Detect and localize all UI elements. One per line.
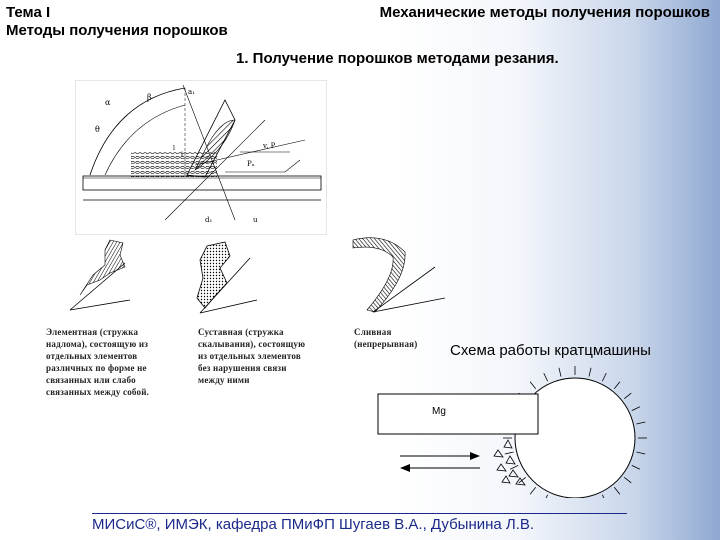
caption-element-chip <box>46 326 149 398</box>
caption-line: отдельных элементов <box>46 351 138 361</box>
label-a1: a₁ <box>188 88 195 96</box>
caption-joint-chip <box>198 326 305 386</box>
label-i: i <box>181 151 183 158</box>
bristle-line <box>602 495 606 498</box>
bristle-line <box>614 382 620 389</box>
mg-workpiece <box>378 394 538 434</box>
bristle-line <box>530 487 536 494</box>
label-v-p: v, P <box>263 142 276 150</box>
caption-line: без нарушения связи <box>198 363 287 373</box>
bristle-line <box>505 452 514 454</box>
bristle-line <box>559 368 561 377</box>
topic-label: Тема I <box>6 4 51 21</box>
caption-line: Сливная <box>354 327 392 337</box>
cutting-diagram <box>75 80 327 235</box>
bristle-line <box>636 452 645 454</box>
bristle-line <box>632 465 640 469</box>
bristle-line <box>544 495 548 498</box>
bristle-line <box>614 487 620 494</box>
mg-label: Mg <box>432 406 446 417</box>
crusher-scheme <box>370 358 670 498</box>
caption-line: между ними <box>198 375 250 385</box>
scheme-title: Схема работы кратцмашины <box>450 342 651 359</box>
bristle-line <box>544 373 548 381</box>
caption-line: (непрерывная) <box>354 339 418 349</box>
label-u: u <box>253 216 258 224</box>
caption-line: из отдельных элементов <box>198 351 301 361</box>
continuous-chip-sketch <box>345 232 455 317</box>
label-beta: β <box>147 93 152 102</box>
caption-line: надлома), состоящую из <box>46 339 149 349</box>
bristle-line <box>530 382 536 389</box>
section-title: 1. Получение порошков методами резания. <box>236 50 559 67</box>
bristle-line <box>636 422 645 424</box>
label-alpha: α <box>105 98 111 107</box>
subtitle: Методы получения порошков <box>6 22 228 39</box>
caption-line: связанных между собой. <box>46 387 150 397</box>
caption-line: Суставная (стружка <box>198 327 284 337</box>
caption-line: связанных или слабо <box>46 375 136 385</box>
label-theta: θ <box>95 125 100 134</box>
caption-line: различных по форме не <box>46 363 147 373</box>
footer-credits: МИСиС®, ИМЭК, кафедра ПМиФП Шугаев В.А., Дубынина Л.В. <box>92 516 535 533</box>
element-chip-sketch <box>65 235 175 315</box>
caption-continuous-chip <box>354 326 417 350</box>
bristle-line <box>624 393 631 399</box>
bristle-line <box>510 465 518 469</box>
main-title: Механические методы получения порошков <box>379 4 710 21</box>
bristle-line <box>602 373 606 381</box>
label-l: l <box>173 145 175 152</box>
joint-chip-sketch <box>185 238 295 318</box>
bristle-line <box>589 368 591 377</box>
footer-divider <box>92 513 627 514</box>
bristle-line <box>632 407 640 411</box>
bristle-line <box>624 477 631 483</box>
label-pn: Pₙ <box>247 160 255 168</box>
caption-line: скалывания), состоящую <box>198 339 306 349</box>
label-d1: d₁ <box>205 216 213 224</box>
caption-line: Элементная (стружка <box>46 327 139 337</box>
